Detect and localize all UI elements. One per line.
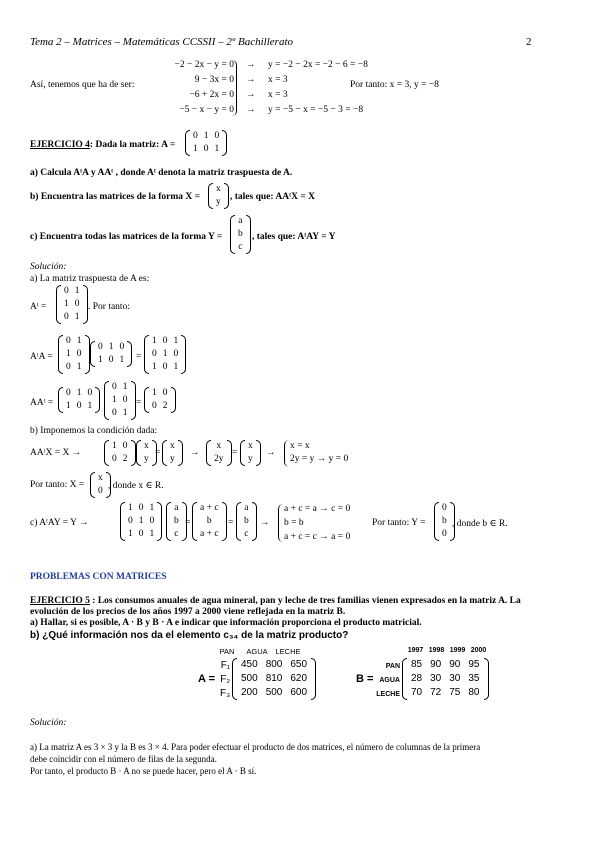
b-arrow-1: → <box>190 448 200 458</box>
matrix-0b0: 0 b 0 <box>434 502 455 541</box>
c-lhs: c) AᵗAY = Y → <box>30 518 89 528</box>
AtA-factor-At: 0 1 1 0 0 1 <box>58 335 90 374</box>
ej4-part-b-pre: b) Encuentra las matrices de la forma X = <box>30 192 201 202</box>
A-row-labels: F₁ F₂ F₃ <box>220 660 231 699</box>
ej4-part-b-post: , tales que: AAᵗX = X <box>230 192 316 202</box>
c-brace <box>278 504 283 542</box>
c-abc-2: a b c <box>236 502 257 541</box>
top-intro: Así, tenemos que ha de ser: <box>30 80 135 90</box>
At-post: . Por tanto: <box>88 302 130 312</box>
c-arrow: → <box>260 518 270 528</box>
sol2-p1: a) La matriz A es 3 × 3 y la B es 3 × 4. Para poder efectuar el producto de dos matrices, el número de columnas de la primera <box>30 742 481 752</box>
top-results: y = −2 − 2x = −2 − 6 = −8 x = 3 x = 3 y = −5 − x = −5 − 3 = −8 <box>268 60 368 115</box>
c-abc-1: a b c <box>166 502 187 541</box>
sol1-b-line: b) Imponemos la condición dada: <box>30 426 158 436</box>
ej4-heading: EJERCICIO 4: Dada la matriz: A = <box>30 140 176 150</box>
matrix-x0: x 0 <box>90 472 111 498</box>
AAt-factor-At: 0 1 1 0 0 1 <box>104 381 136 420</box>
top-brace <box>232 60 237 116</box>
B-name: B = <box>356 673 374 685</box>
header-title: Tema 2 – Matrices – Matemáticas CCSSII – 2º Bachillerato <box>30 36 294 48</box>
A-col-headers: PAN AGUA LECHE <box>219 647 301 656</box>
c-eq-2: = <box>228 518 234 528</box>
ej5-statement-1: EJERCICIO 5 : Los consumos anuales de agua mineral, pan y leche de tres familias vienen expresados en la matriz A. La <box>30 596 521 606</box>
matrix-Y: a b c <box>230 215 251 254</box>
sol1-label: Solución: <box>30 262 67 272</box>
ej4-part-a: a) Calcula AᵗA y AAᵗ , donde Aᵗ denota la matriz traspuesta de A. <box>30 168 293 178</box>
b-m2: 1 0 0 2 <box>104 440 136 466</box>
AtA-factor-A: 0 1 0 1 0 1 <box>90 341 132 367</box>
b-xy-1: x y <box>136 440 157 466</box>
b-lhs: AAᵗX = X → <box>30 448 82 458</box>
B-col-headers: 1997 1998 1999 2000 <box>407 647 487 654</box>
b-eq-1: = <box>155 448 161 458</box>
ej5-statement-2: evolución de los precios de los años 1997 a 2000 viene reflejada en la matriz B. <box>30 607 346 617</box>
matrix-A: 0 1 0 1 0 1 <box>185 130 227 156</box>
matrix-precios: 85 90 90 95 28 30 30 35 70 72 75 80 <box>402 658 489 700</box>
c-conclusion-pre: Por tanto: Y = <box>372 518 426 528</box>
c-eq-1: = <box>185 518 191 528</box>
b-eq-2: = <box>232 448 238 458</box>
sol2-p3: Por tanto, el producto B · A no se puede hacer, pero el A · B sí. <box>30 766 257 776</box>
At-lhs: Aᵗ = <box>30 302 47 312</box>
ej4-part-c-post: , tales que: AᵗAY = Y <box>252 232 336 242</box>
AAt-lhs: AAᵗ = <box>30 398 54 408</box>
AAt-factor-A: 0 1 0 1 0 1 <box>58 387 100 413</box>
page-number: 2 <box>526 36 532 48</box>
problems-heading: PROBLEMAS CON MATRICES <box>30 572 167 582</box>
b-conclusion-post: , donde x ∈ R. <box>108 481 164 491</box>
AAt-eq: = <box>136 398 142 408</box>
sol2-label: Solución: <box>30 718 67 728</box>
top-conclusion: Por tanto: x = 3, y = −8 <box>350 80 439 90</box>
b-arrow-2: → <box>266 448 276 458</box>
b-xy-3: x y <box>240 440 261 466</box>
ej4-part-c-pre: c) Encuentra todas las matrices de la forma Y = <box>30 232 223 242</box>
b-x2y: x 2y <box>206 440 232 466</box>
AtA-eq: = <box>136 352 142 362</box>
ej5-part-a: a) Hallar, si es posible, A · B y B · A e indicar que información proporciona el producto matricial. <box>30 618 422 628</box>
c-system: a + c = a → c = 0 b = b a + c = c → a = 0 <box>284 504 351 542</box>
matrix-consumos: 450 800 650 500 810 620 200 500 600 <box>232 658 316 700</box>
matrix-X: x y <box>208 183 229 209</box>
b-conclusion-pre: Por tanto: X = <box>30 480 85 490</box>
c-apc: a + c b a + c <box>192 502 227 541</box>
b-system: x = x 2y = y → y = 0 <box>290 441 349 464</box>
sol1-a-line: a) La matriz traspuesta de A es: <box>30 274 150 284</box>
AtA-result: 1 0 1 0 1 0 1 0 1 <box>144 335 186 374</box>
top-equations: −2 − 2x − y = 0 9 − 3x = 0 −6 + 2x = 0 −5 − x − y = 0 <box>174 60 234 115</box>
top-arrows: → → → → <box>246 60 256 115</box>
b-xy-2: x y <box>162 440 183 466</box>
c-m3: 1 0 1 0 1 0 1 0 1 <box>120 502 162 541</box>
sol2-p2: debe coincidir con el número de filas de la segunda. <box>30 754 217 764</box>
b-brace <box>284 440 289 467</box>
AtA-lhs: AᵗA = <box>30 352 53 362</box>
B-row-labels: PAN AGUA LECHE <box>376 663 400 698</box>
c-conclusion-post: , donde b ∈ R. <box>452 519 508 529</box>
A-name: A = <box>198 673 216 685</box>
AAt-result: 1 0 0 2 <box>144 387 176 413</box>
matrix-At: 0 1 1 0 0 1 <box>56 285 88 324</box>
ej5-part-b: b) ¿Qué información nos da el elemento c₃₄ de la matriz producto? <box>30 630 349 641</box>
